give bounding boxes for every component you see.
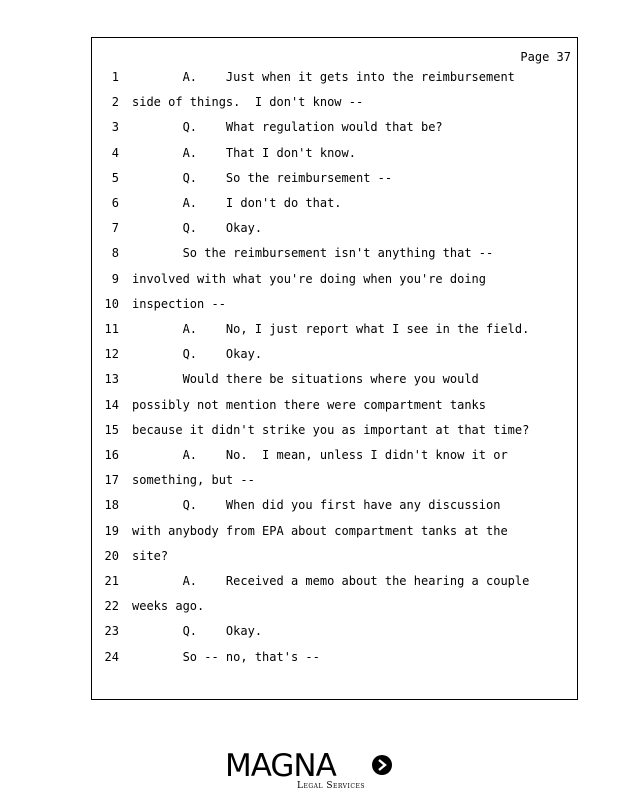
line-number: 1 — [111, 70, 119, 84]
line-number: 2 — [111, 95, 119, 110]
line-number: 18 — [104, 498, 119, 513]
line-text: Q. Okay. — [132, 347, 263, 362]
line-text: A. Received a memo about the hearing a couple — [132, 574, 530, 588]
line-number: 4 — [111, 145, 119, 160]
line-text: something, but -- — [132, 473, 255, 488]
line-text: Q. Okay. — [132, 624, 263, 639]
line-text: involved with what you're doing when you're doing — [132, 271, 487, 286]
logo-wordmark: MAGNA — [225, 748, 336, 784]
line-text: inspection -- — [132, 296, 226, 311]
line-text: Q. When did you first have any discussion — [132, 498, 501, 513]
line-number: 21 — [104, 574, 119, 588]
line-text: site? — [132, 548, 169, 563]
line-text: A. No. I mean, unless I didn't know it or — [132, 448, 508, 462]
magna-logo — [225, 748, 395, 792]
line-number: 12 — [104, 347, 119, 362]
line-text: A. Just when it gets into the reimbursement — [132, 70, 515, 84]
line-text: weeks ago. — [132, 599, 205, 614]
line-number: 11 — [104, 322, 119, 336]
line-number: 16 — [104, 448, 119, 462]
arrow-circle-icon — [372, 755, 392, 775]
line-text: because it didn't strike you as important at that time? — [132, 422, 530, 437]
line-number: 20 — [104, 548, 119, 563]
line-number: 15 — [104, 422, 119, 437]
logo-subtitle: Legal Services — [297, 781, 365, 791]
line-text: possibly not mention there were compartment tanks — [132, 397, 487, 412]
line-text: So -- no, that's -- — [132, 649, 320, 664]
line-text: with anybody from EPA about compartment tanks at the — [132, 523, 508, 538]
line-number: 6 — [111, 196, 119, 210]
line-number: 14 — [104, 397, 119, 412]
line-number: 8 — [111, 246, 119, 261]
line-number: 3 — [111, 120, 119, 135]
line-text: Q. So the reimbursement -- — [132, 170, 393, 185]
line-text: A. I don't do that. — [132, 196, 342, 210]
line-number: 7 — [111, 221, 119, 236]
line-text: So the reimbursement isn't anything that -- — [132, 246, 494, 261]
line-number: 13 — [104, 372, 119, 387]
transcript-page — [91, 37, 578, 700]
line-number: 10 — [104, 296, 119, 311]
line-text: A. That I don't know. — [132, 145, 356, 160]
line-number: 17 — [104, 473, 119, 488]
page-number: Page 37 — [520, 50, 571, 64]
line-text: Would there be situations where you would — [132, 372, 479, 387]
line-number: 5 — [111, 170, 119, 185]
line-text: A. No, I just report what I see in the field. — [132, 322, 530, 336]
line-text: side of things. I don't know -- — [132, 95, 364, 110]
line-number: 23 — [104, 624, 119, 639]
line-number: 9 — [111, 271, 119, 286]
line-text: Q. What regulation would that be? — [132, 120, 443, 135]
line-text: Q. Okay. — [132, 221, 263, 236]
line-number: 24 — [104, 649, 119, 664]
line-number: 22 — [104, 599, 119, 614]
line-number: 19 — [104, 523, 119, 538]
